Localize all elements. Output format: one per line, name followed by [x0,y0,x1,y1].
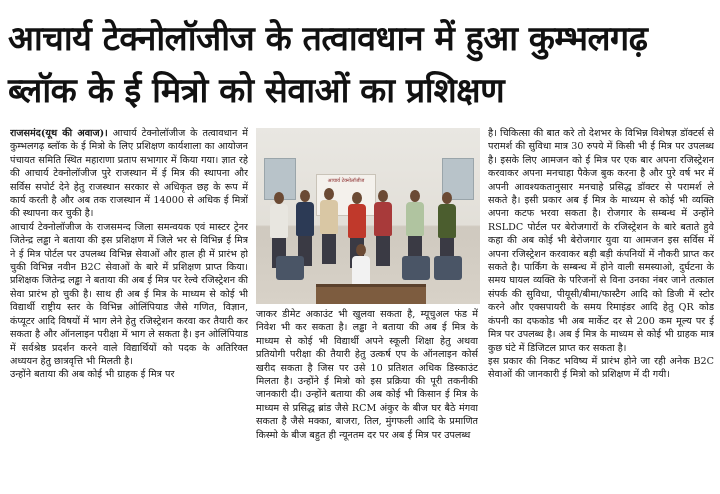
headline-line-1: आचार्य टेक्नोलॉजीज के तत्वावधान में हुआ कुम्भलगढ़ [8,19,648,59]
photo-chair [402,256,430,280]
paragraph-text: आचार्य टेक्नोलॉजीज के तत्वावधान में कुम्भलगढ़ ब्लॉक के ई मित्रो के लिए प्रशिक्षण कार्यशाला का आयोजन पंचायत समिति स्थित महाराणा प्रताप सभागार में किया गया। ज्ञात रहे की आचार्य टेक्नोलॉजीज पुरे राजस्थान में ई मित्र की स्थापना और सर्विस सपोर्ट देने हेतु राजस्थान सरकार से अधिकृत छह के रूप में कार्य करती है और अब तक राजस्थान में 14000 से अधिक ई मित्रों की स्थापना कर चुकी है। [10,128,248,220]
article-paragraph: आचार्य टेक्नोलॉजीज के राजसमन्द जिला समन्वयक एवं मास्टर ट्रेनर जितेन्द्र लड्ढा ने बताया की इस प्रशिक्षण में जिले भर से विभिन्न ई मित्र ने ई मित्र पोर्टल पर उपलब्ध विभिन्न सेवाओं और हाल ही में प्रारंभ हो चुकी विभिन्न नवीन B2C सेवाओं के बारे में प्रशिक्षण प्राप्त किया। प्रशिक्षक जितेन्द्र लड्ढा ने बताया की अब ई मित्र पर रेल्वे रजिस्ट्रेशन की सेवा प्रारंभ हो चुकी है। साथ ही अब ई मित्र के माध्यम से कोई भी विद्यार्थी राष्ट्रीय स्तर के विभिन्न ओलिंपियाड जैसे गणित, विज्ञान, कंप्यूटर आदि विषयों में भाग लेने हेतु रजिस्ट्रेशन करवा कर तैयारी कर सकता है और ऑनलाइन परीक्षा में भाग ले सकता है। इन ओलिंपियाड में सर्वश्रेष्ठ प्रदर्शन करने वाले विद्यार्थियों को पदक के अतिरिक्त अध्ययन हेतु छात्रवृत्ति भी मिलती है। [10,221,248,367]
article-column-middle [256,308,478,489]
photo-chair [434,256,462,280]
news-photo [256,128,480,304]
article-paragraph: इस प्रकार की निकट भविष्य में प्रारंभ होने जा रही अनेक B2C सेवाओं की जानकारी ई मित्रो को प्रशिक्षण में दी गयी। [488,355,714,381]
article-paragraph: जाकर डीमेट अकाउंट भी खुलवा सकता है, म्यूचुअल फंड में निवेश भी कर सकता है। लड्ढा ने बताया की अब ई मित्र के माध्यम से कोई भी विद्यार्थी अपने स्कूली शिक्षा हेतु अथवा प्रतियोगी परीक्षा की तैयारी हेतु उत्कर्ष एप के ऑनलाइन कोर्स खरीद सकता है जिस पर उसे 10 प्रतिशत अधिक डिस्काउंट मिलता है। उन्होंने ई मित्रो को इस प्रक्रिया की पूरी तकनीकी जानकारी दी। उन्होंने बताया की अब कोई भी किसान ई मित्र के माध्यम से प्रसिद्ध ब्रांड जैसे RCM अंकुर के बीज घर बैठे मंगवा सकता है जैसे मक्का, बाजरा, तिल, मुंगफली आदि के प्रमाणित किस्मो के बीज बहुत ही न्यूनतम दर पर अब ई मित्र पर उपलब्ध [256,309,478,441]
photo-chair [276,256,304,280]
article-column-left [10,127,248,489]
dateline: राजसमंद(यूथ की अवाज)। [10,128,108,139]
photo-table [316,284,426,304]
article-paragraph [10,127,248,221]
article-paragraph: है। चिकित्सा की बात करे तो देशभर के विभिन्न विशेषज्ञ डॉक्टर्स से परामर्श की सुविधा मात्र 30 रुपये में किसी भी ई मित्र पर उपलब्ध है। इसके लिए आमजन को ई मित्र पर एक बार अपना रजिस्ट्रेशन करवाकर अपना मनचाहा पैकेज बुक करना है और पुरे वर्ष भर में अपनी आवश्यकतानुसार मनचाहे प्रसिद्ध डॉक्टर से परामर्श ले सकते है। इसी प्रकार अब ई मित्र के माध्यम से कोई भी व्यक्ति अपना कटफ भरवा सकता है। रोजगार के सम्बन्ध में उन्होंने RSLDC पोर्टल पर बेरोजगारों के रजिस्ट्रेशन के बारे बताते हुवे कहा की अब कोई भी बेरोजगार युवा या आमजन इस सर्विस में अपना रजिस्ट्रेशन करवाकर बड़ी बड़ी कंपनियों में नौकरी प्राप्त कर सकते है। पार्किंग के सम्बन्ध में होने वाली समस्याओ, दुर्घटना के समय घायल व्यक्ति के परिजनों से विना उनका नंबर जाने तत्काल संपर्क की सुविधा, पीयूसी/बीमा/फास्टैग आदि को डिजी में स्टोर करने और एक्सपायरी के समय रिमाइंडर आदि हेतु QR कोड कंपनी का दफकोड भी अब मार्केट दर से 200 कम मूल्य पर ई मित्र पर उपलब्ध है। अब ई मित्र के माध्यम से कोई भी ग्राहक मात्र कुछ घंटे में डिजिटल प्राप्त कर सकता है। [488,128,714,354]
headline-line-2: ब्लॉक के ई मित्रो को सेवाओं का प्रशिक्षण [8,71,505,111]
article-paragraph: उन्होंने बताया की अब कोई भी ग्राहक ई मित्र पर [10,369,175,381]
banner-text: आचार्य टेक्नोलॉजीज [327,178,365,184]
article-column-right [488,127,714,489]
